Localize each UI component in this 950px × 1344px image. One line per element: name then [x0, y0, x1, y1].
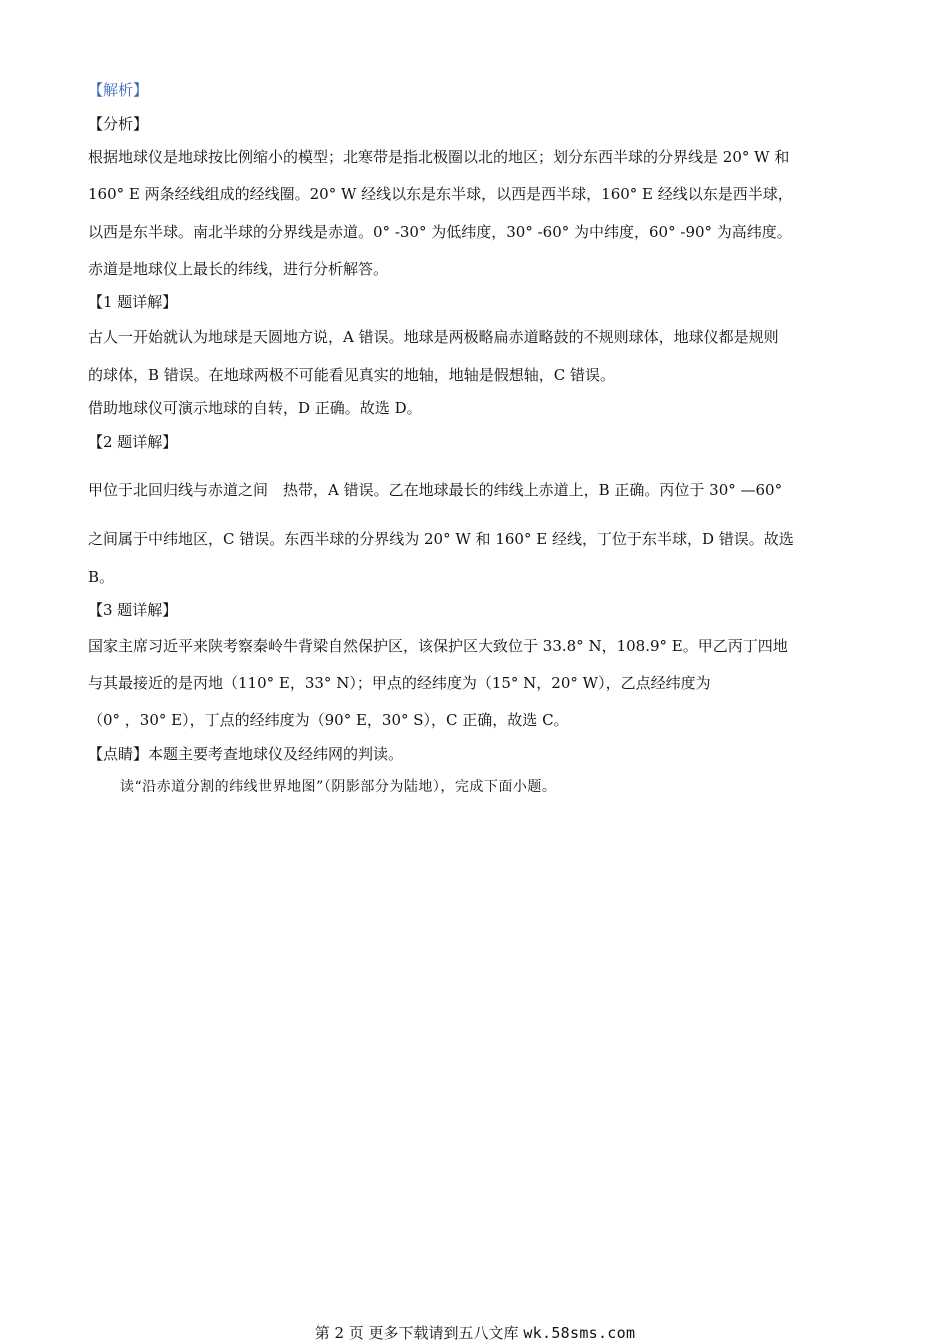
footer-page-text: 第 2 页 更多下载请到五八文库 [314, 1324, 519, 1342]
fenxi-heading: 【分析】 [88, 115, 149, 133]
analysis-heading: 【解析】 [88, 81, 149, 99]
q2-line-3: B。 [88, 568, 115, 586]
q3-line-1: 国家主席习近平来陕考察秦岭牛背梁自然保护区，该保护区大致位于 33.8° N，108.9° E。甲乙丙丁四地 [88, 637, 788, 655]
q2-line-1: 甲位于北回归线与赤道之间 热带，A 错误。乙在地球最长的纬线上赤道上，B 正确。丙位于 30° —60° [88, 481, 783, 499]
q1-line-1: 古人一开始就认为地球是天圆地方说，A 错误。地球是两极略扁赤道略鼓的不规则球体，地球仪都是规则 [88, 328, 779, 346]
q1-line-2: 的球体，B 错误。在地球两极不可能看见真实的地轴，地轴是假想轴，C 错误。 [88, 366, 616, 384]
dianjing-note: 【点睛】本题主要考查地球仪及经纬网的判读。 [88, 745, 404, 763]
fenxi-line-4: 赤道是地球仪上最长的纬线，进行分析解答。 [88, 260, 389, 278]
q3-line-3: （0° ，30° E），丁点的经纬度为（90° E，30° S），C 正确，故选 C。 [88, 711, 569, 729]
page-footer [0, 1323, 950, 1343]
q2-line-2: 之间属于中纬地区，C 错误。东西半球的分界线为 20° W 和 160° E 经线，丁位于东半球，D 错误。故选 [88, 530, 794, 548]
q2-heading: 【2 题详解】 [88, 433, 178, 451]
q1-line-3: 借助地球仪可演示地球的自转，D 正确。故选 D。 [88, 399, 422, 417]
fenxi-line-3: 以西是东半球。南北半球的分界线是赤道。0° -30° 为低纬度，30° -60° 为中纬度，60° -90° 为高纬度。 [88, 223, 792, 241]
fenxi-line-2: 160° E 两条经线组成的经线圈。20° W 经线以东是东半球，以西是西半球，160° E 经线以东是西半球， [88, 185, 793, 203]
footer-site-link[interactable]: wk.58sms.com [523, 1324, 636, 1342]
q1-heading: 【1 题详解】 [88, 293, 178, 311]
q3-heading: 【3 题详解】 [88, 601, 178, 619]
fenxi-line-1: 根据地球仪是地球按比例缩小的模型；北寒带是指北极圈以北的地区；划分东西半球的分界线是 20° W 和 [88, 148, 790, 166]
next-question-prompt: 读“沿赤道分割的纬线世界地图”（阴影部分为陆地），完成下面小题。 [120, 779, 557, 795]
q3-line-2: 与其最接近的是丙地（110° E，33° N）；甲点的经纬度为（15° N，20° W），乙点经纬度为 [88, 674, 711, 692]
